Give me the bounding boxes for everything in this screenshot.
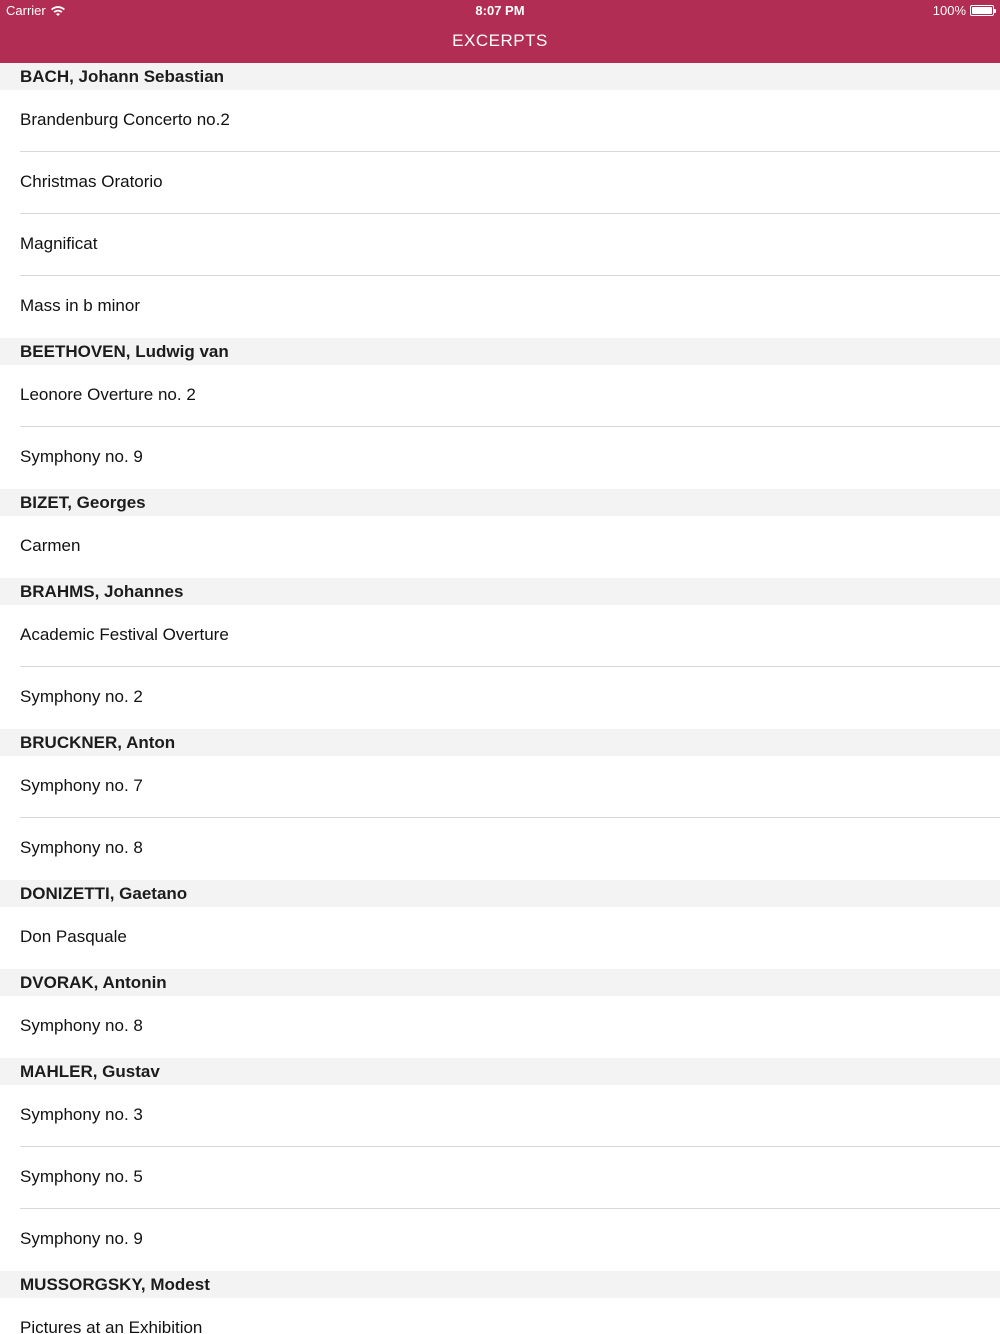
list-item-label: Symphony no. 8 [20, 1016, 143, 1035]
list-item[interactable] [0, 605, 1000, 667]
battery-fill [972, 7, 992, 14]
list-item-label: Symphony no. 8 [20, 838, 143, 857]
carrier-label: Carrier [6, 3, 46, 18]
list-item[interactable] [0, 90, 1000, 152]
section-header: BEETHOVEN, Ludwig van [0, 338, 1000, 365]
page-title: EXCERPTS [452, 31, 548, 50]
list-item-label: Magnificat [20, 214, 1000, 276]
list-item-label: Symphony no. 5 [20, 1147, 1000, 1209]
list-item[interactable] [0, 516, 1000, 578]
list-item-label: Brandenburg Concerto no.2 [20, 90, 1000, 152]
section-header: DVORAK, Antonin [0, 969, 1000, 996]
section-header: DONIZETTI, Gaetano [0, 880, 1000, 907]
section-header: MAHLER, Gustav [0, 1058, 1000, 1085]
list-item-label: Academic Festival Overture [20, 605, 1000, 667]
list-item[interactable] [0, 818, 1000, 880]
navigation-header [0, 0, 1000, 63]
list-item[interactable] [0, 276, 1000, 338]
status-bar [0, 0, 1000, 22]
list-item-label: Christmas Oratorio [20, 152, 1000, 214]
list-item-label: Symphony no. 9 [20, 447, 143, 466]
status-right [933, 3, 994, 18]
list-item-label: Don Pasquale [20, 927, 127, 946]
list-item[interactable] [0, 152, 1000, 214]
battery-icon [970, 5, 994, 16]
excerpt-list[interactable] [0, 63, 1000, 1334]
list-item-label: Symphony no. 2 [20, 687, 143, 706]
list-item[interactable] [0, 1298, 1000, 1334]
section-header: BRAHMS, Johannes [0, 578, 1000, 605]
list-item[interactable] [0, 427, 1000, 489]
list-item[interactable] [0, 1209, 1000, 1271]
list-item[interactable] [0, 365, 1000, 427]
section-header: BACH, Johann Sebastian [0, 63, 1000, 90]
list-item-label: Symphony no. 7 [20, 756, 1000, 818]
list-item-label: Symphony no. 9 [20, 1229, 143, 1248]
section-header: MUSSORGSKY, Modest [0, 1271, 1000, 1298]
battery-percent: 100% [932, 3, 966, 18]
list-item-label: Symphony no. 3 [20, 1085, 1000, 1147]
list-item[interactable] [0, 1085, 1000, 1147]
list-item-label: Carmen [20, 536, 81, 555]
list-item[interactable] [0, 214, 1000, 276]
list-item-label: Leonore Overture no. 2 [20, 365, 1000, 427]
list-item-label: Mass in b minor [20, 296, 140, 315]
section-header: BRUCKNER, Anton [0, 729, 1000, 756]
list-item[interactable] [0, 996, 1000, 1058]
list-item[interactable] [0, 667, 1000, 729]
list-item[interactable] [0, 756, 1000, 818]
list-item-label: Pictures at an Exhibition [20, 1318, 203, 1334]
status-time: 8:07 PM [475, 3, 525, 18]
list-item[interactable] [0, 907, 1000, 969]
section-header: BIZET, Georges [0, 489, 1000, 516]
list-item[interactable] [0, 1147, 1000, 1209]
